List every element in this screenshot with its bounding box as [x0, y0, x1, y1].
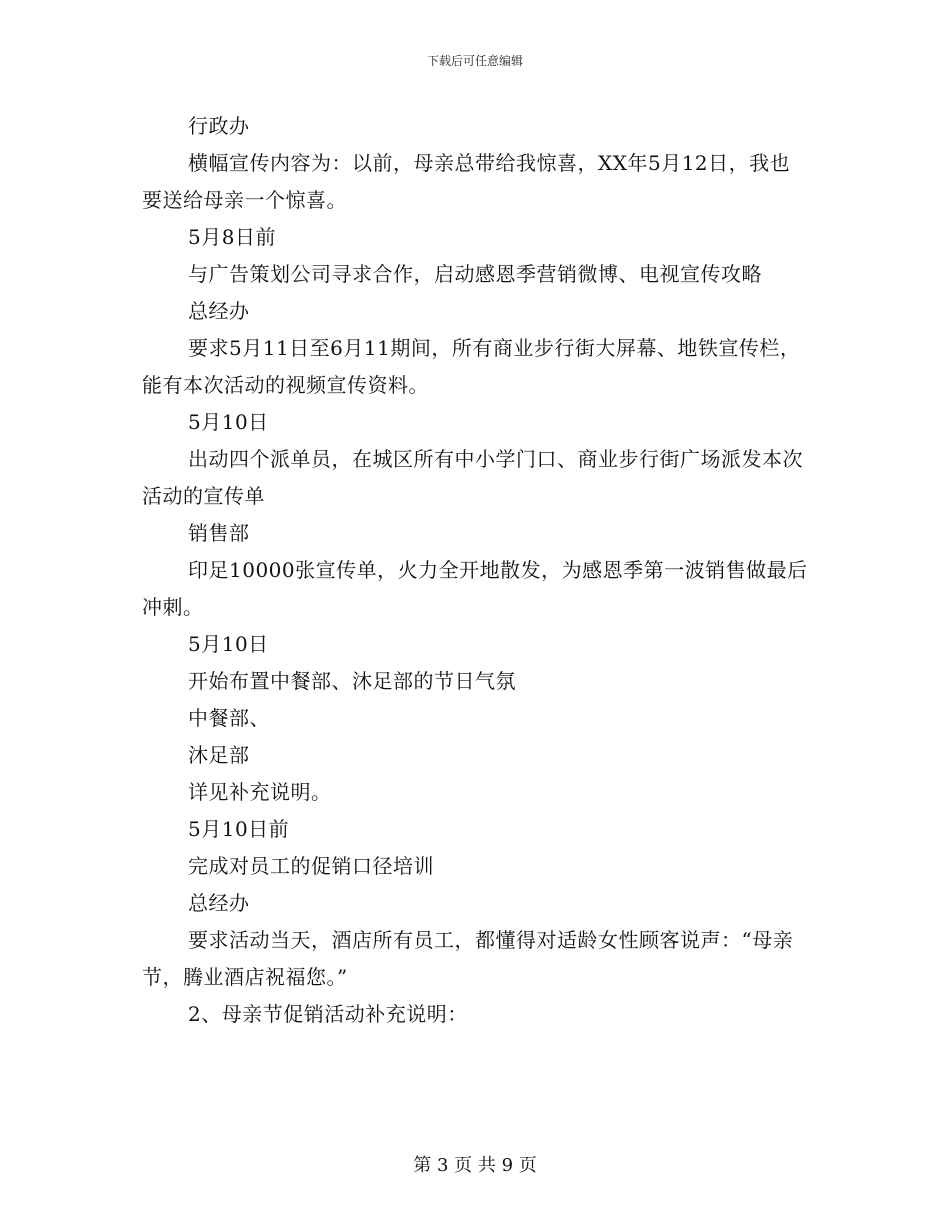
paragraph: 要求活动当天，酒店所有员工，都懂得对适龄女性顾客说声：“母亲节，腾业酒店祝福您。” [142, 928, 794, 989]
paragraph: 5月10日 [188, 410, 269, 434]
paragraph: 中餐部、 [188, 706, 270, 730]
paragraph: 详见补充说明。 [188, 780, 332, 804]
paragraph: 销售部 [188, 521, 250, 545]
paragraph: 2、母亲节促销活动补充说明： [188, 1002, 468, 1026]
paragraph: 横幅宣传内容为：以前，母亲总带给我惊喜，XX年5月12日，我也要送给母亲一个惊喜。 [142, 151, 791, 212]
paragraph: 总经办 [188, 299, 250, 323]
paragraph: 沐足部 [188, 743, 250, 767]
paragraph: 要求5月11日至6月11期间，所有商业步行街大屏幕、地铁宣传栏，能有本次活动的视频宣传资料。 [142, 336, 801, 397]
paragraph: 5月8日前 [188, 225, 276, 249]
paragraph: 行政办 [188, 114, 250, 138]
paragraph: 完成对员工的促销口径培训 [188, 854, 434, 878]
paragraph: 5月10日 [188, 632, 269, 656]
paragraph: 与广告策划公司寻求合作，启动感恩季营销微博、电视宣传攻略 [188, 262, 762, 286]
paragraph: 开始布置中餐部、沐足部的节日气氛 [188, 669, 516, 693]
paragraph: 5月10日前 [188, 817, 290, 841]
paragraph: 印足10000张宣传单，火力全开地散发，为感恩季第一波销售做最后冲刺。 [142, 558, 808, 619]
page-header: 下载后可任意编辑 [426, 54, 523, 68]
document-body [142, 108, 810, 1033]
page-number: 第 3 页 共 9 页 [413, 1155, 537, 1176]
paragraph: 总经办 [188, 891, 250, 915]
paragraph: 出动四个派单员，在城区所有中小学门口、商业步行街广场派发本次活动的宣传单 [142, 447, 803, 508]
